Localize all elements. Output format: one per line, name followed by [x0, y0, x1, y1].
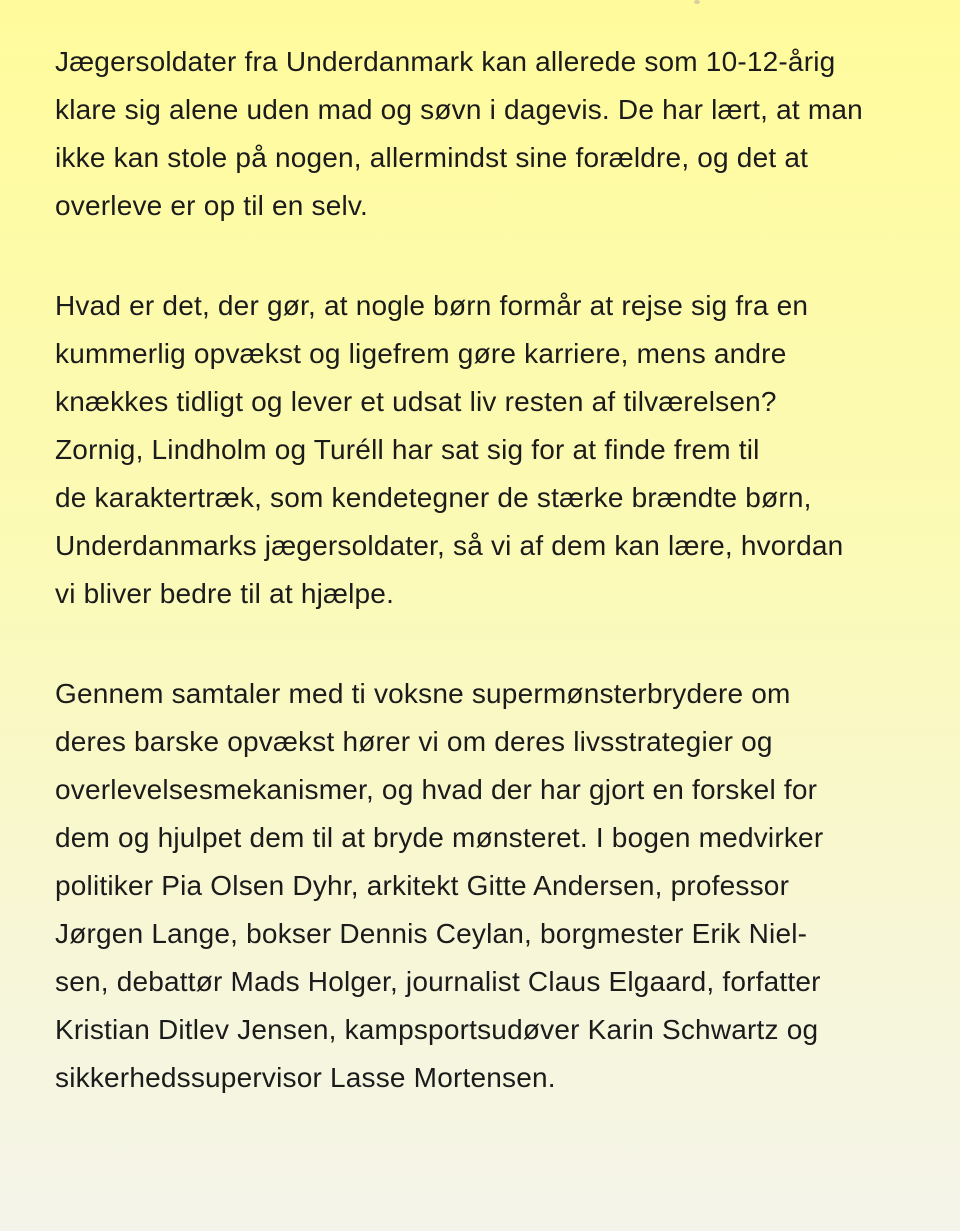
text-line: deres barske opvækst hører vi om deres livsstrategier og: [55, 726, 773, 757]
text-line: kummerlig opvækst og ligefrem gøre karriere, mens andre: [55, 338, 787, 369]
paragraph-question: [55, 282, 935, 618]
text-line: overleve er op til en selv.: [55, 190, 369, 221]
text-line: dem og hjulpet dem til at bryde mønsteret. I bogen medvirker: [55, 822, 824, 853]
text-line: knækkes tidligt og lever et udsat liv resten af tilværelsen?: [55, 386, 777, 417]
paragraph-contributors: [55, 670, 935, 1102]
text-line: Jægersoldater fra Underdanmark kan allerede som 10-12-årig: [55, 46, 836, 77]
text-line: sikkerhedssupervisor Lasse Mortensen.: [55, 1062, 556, 1093]
text-line: sen, debattør Mads Holger, journalist Claus Elgaard, forfatter: [55, 966, 821, 997]
text-line: vi bliver bedre til at hjælpe.: [55, 578, 395, 609]
text-line: klare sig alene uden mad og søvn i dagevis. De har lært, at man: [55, 94, 863, 125]
paragraph-intro: [55, 38, 935, 230]
text-line: politiker Pia Olsen Dyhr, arkitekt Gitte Andersen, professor: [55, 870, 790, 901]
text-line: Jørgen Lange, bokser Dennis Ceylan, borgmester Erik Niel-: [55, 918, 808, 949]
text-line: de karaktertræk, som kendetegner de stærke brændte børn,: [55, 482, 812, 513]
text-line: ikke kan stole på nogen, allermindst sine forældre, og det at: [55, 142, 809, 173]
text-line: Zornig, Lindholm og Turéll har sat sig for at finde frem til: [55, 434, 760, 465]
text-line: Underdanmarks jægersoldater, så vi af dem kan lære, hvordan: [55, 530, 844, 561]
paper-speck: [694, 0, 700, 4]
text-line: overlevelsesmekanismer, og hvad der har gjort en forskel for: [55, 774, 818, 805]
text-line: Gennem samtaler med ti voksne supermønsterbrydere om: [55, 678, 791, 709]
text-line: Hvad er det, der gør, at nogle børn formår at rejse sig fra en: [55, 290, 809, 321]
text-line: Kristian Ditlev Jensen, kampsportsudøver Karin Schwartz og: [55, 1014, 819, 1045]
